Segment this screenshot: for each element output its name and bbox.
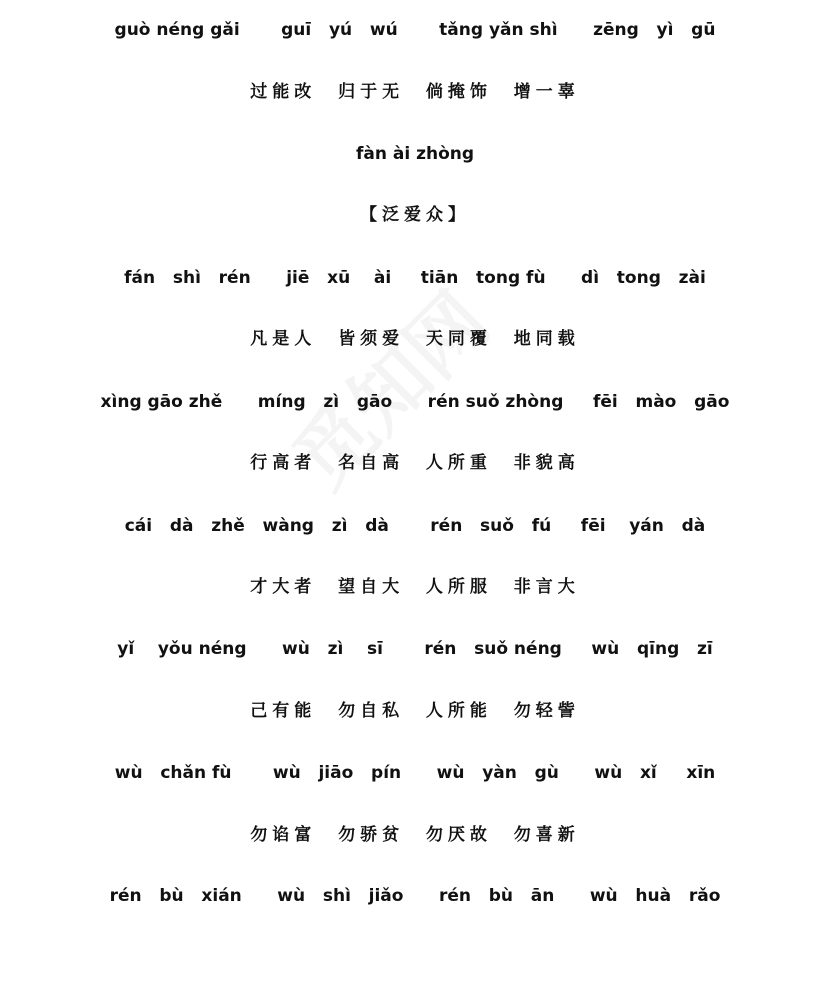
hanzi-line: 才大者 望自大 人所服 非言大 [250,577,580,597]
pinyin-line: cái dà zhě wàng zì dà rén suǒ fú fēi yán dà [124,516,706,536]
pinyin-line: rén bù xián wù shì jiǎo rén bù ān wù huà rǎo [109,886,721,906]
pinyin-line: guò néng gǎi guī yú wú tǎng yǎn shì zēng yì gū [114,20,716,40]
hanzi-line: 己有能 勿自私 人所能 勿轻訾 [250,701,580,721]
hanzi-line: 凡是人 皆须爱 天同覆 地同载 [250,329,580,349]
section-title: 【泛爱众】 [360,205,470,225]
hanzi-line: 勿谄富 勿骄贫 勿厌故 勿喜新 [250,825,580,845]
pinyin-line: wù chǎn fù wù jiāo pín wù yàn gù wù xǐ xīn [114,763,716,783]
pinyin-line: yǐ yǒu néng wù zì sī rén suǒ néng wù qīng zī [117,639,713,659]
pinyin-line: fán shì rén jiē xū ài tiān tong fù dì tong zài [124,268,706,288]
hanzi-line: 行高者 名自高 人所重 非貌高 [250,453,580,473]
pinyin-line: xìng gāo zhě míng zì gāo rén suǒ zhòng fēi mào gāo [100,392,730,412]
hanzi-line: 过能改 归于无 倘掩饰 增一辜 [250,82,580,102]
pinyin-line: fàn ài zhòng [355,144,475,164]
